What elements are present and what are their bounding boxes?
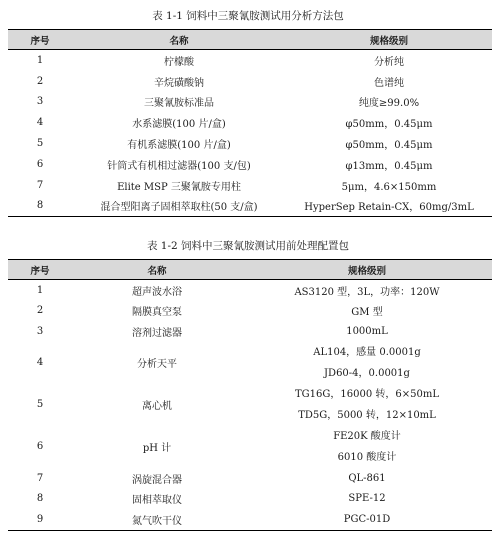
- row-name: 水系滤膜(100 片/盒): [132, 119, 226, 131]
- row-spec: 纯度≥99.0%: [358, 98, 420, 110]
- table2: [8, 259, 492, 531]
- row-spec: 1000mL: [346, 325, 388, 337]
- row-spec: GM 型: [351, 307, 383, 319]
- row-spec: AS3120 型，3L，功率：120W: [294, 286, 440, 298]
- row-no: 7: [36, 472, 44, 484]
- table-row: [8, 280, 492, 301]
- table1-header-name: 名称: [72, 30, 286, 50]
- row-name: 氮气吹干仪: [72, 509, 242, 530]
- table-row: [8, 112, 492, 133]
- table-row: [8, 468, 492, 489]
- table2-header-spec: 规格级别: [242, 260, 492, 280]
- table-row: [8, 196, 492, 217]
- row-spec: SPE-12: [348, 493, 386, 505]
- row-name: 混合型阳离子固相萃取柱(50 支/盒): [72, 196, 286, 217]
- row-spec: φ50mm，0.45μm: [345, 140, 433, 152]
- table2-header-row: [8, 260, 492, 280]
- row-name: Elite MSP 三聚氰胺专用柱: [117, 181, 241, 193]
- row-spec: QL-861: [348, 472, 386, 484]
- row-spec-line: AL104，感量 0.0001g: [313, 346, 421, 358]
- row-no: 8: [36, 493, 44, 505]
- row-no: 2: [36, 305, 44, 317]
- row-spec: HyperSep Retain-CX，60mg/3mL: [286, 196, 492, 217]
- row-name: 溶剂过滤器: [132, 327, 182, 339]
- row-no: 3: [36, 325, 44, 337]
- row-no: 1: [36, 284, 44, 296]
- row-spec: [242, 426, 492, 468]
- row-name: 涡旋混合器: [132, 474, 182, 486]
- table-row: [8, 301, 492, 322]
- row-spec: 分析纯: [374, 56, 404, 68]
- row-spec: [242, 384, 492, 426]
- row-name: pH 计: [142, 443, 172, 455]
- row-no: 8: [8, 196, 72, 217]
- table-row: [8, 71, 492, 92]
- table1: [8, 29, 492, 217]
- table1-header-spec: 规格级别: [286, 30, 492, 50]
- table-row: [8, 321, 492, 342]
- row-name: 针筒式有机相过滤器(100 支/包): [107, 160, 251, 172]
- table1-header-row: [8, 30, 492, 50]
- row-name: 超声波水浴: [132, 286, 182, 298]
- row-no: 4: [36, 117, 44, 129]
- row-name: 固相萃取仪: [132, 495, 182, 507]
- row-no: 7: [36, 179, 44, 191]
- table-row: [8, 342, 492, 384]
- row-spec: [242, 342, 492, 384]
- row-name: 柠檬酸: [164, 56, 194, 68]
- row-spec: φ13mm，0.45μm: [345, 160, 433, 172]
- row-name: 三聚氰胺标准品: [144, 98, 214, 110]
- table2-header-name: 名称: [72, 260, 242, 280]
- table-row: [8, 175, 492, 196]
- row-no: 9: [8, 509, 72, 530]
- row-no: 3: [36, 96, 44, 108]
- row-spec: φ50mm，0.45μm: [345, 119, 433, 131]
- row-name: 离心机: [142, 401, 172, 413]
- row-no: 1: [36, 54, 44, 66]
- row-no: 2: [36, 75, 44, 87]
- row-no: 4: [36, 357, 44, 369]
- row-no: 5: [36, 138, 44, 150]
- table-row: [8, 488, 492, 509]
- row-name: 隔膜真空泵: [132, 307, 182, 319]
- row-name: 有机系滤膜(100 片/盒): [127, 140, 231, 152]
- row-spec: 色谱纯: [374, 77, 404, 89]
- row-spec: 5μm，4.6×150mm: [341, 181, 437, 193]
- row-spec-line: JD60-4，0.0001g: [324, 367, 410, 379]
- row-name: 分析天平: [137, 359, 177, 371]
- row-spec: PGC-01D: [242, 509, 492, 530]
- table2-header-no: 序号: [8, 260, 72, 280]
- table-row: [8, 133, 492, 154]
- row-no: 5: [36, 399, 44, 411]
- table-row: [8, 384, 492, 426]
- row-name: 辛烷磺酸钠: [154, 77, 204, 89]
- table-row: [8, 50, 492, 71]
- table1-header-no: 序号: [8, 30, 72, 50]
- table-row: [8, 509, 492, 530]
- row-spec-line: TG16G，16000 转，6×50mL: [295, 388, 439, 400]
- table-row: [8, 92, 492, 113]
- table1-caption: 表 1-1 饲料中三聚氰胺测试用分析方法包: [152, 10, 344, 22]
- row-spec-line: TD5G，5000 转，12×10mL: [298, 409, 436, 421]
- table-row: [8, 426, 492, 468]
- row-spec-line: 6010 酸度计: [337, 451, 397, 463]
- row-no: 6: [36, 441, 44, 453]
- table2-caption: 表 1-2 饲料中三聚氰胺测试用前处理配置包: [146, 240, 350, 252]
- row-no: 6: [36, 158, 44, 170]
- row-spec-line: FE20K 酸度计: [333, 430, 401, 442]
- table-row: [8, 154, 492, 175]
